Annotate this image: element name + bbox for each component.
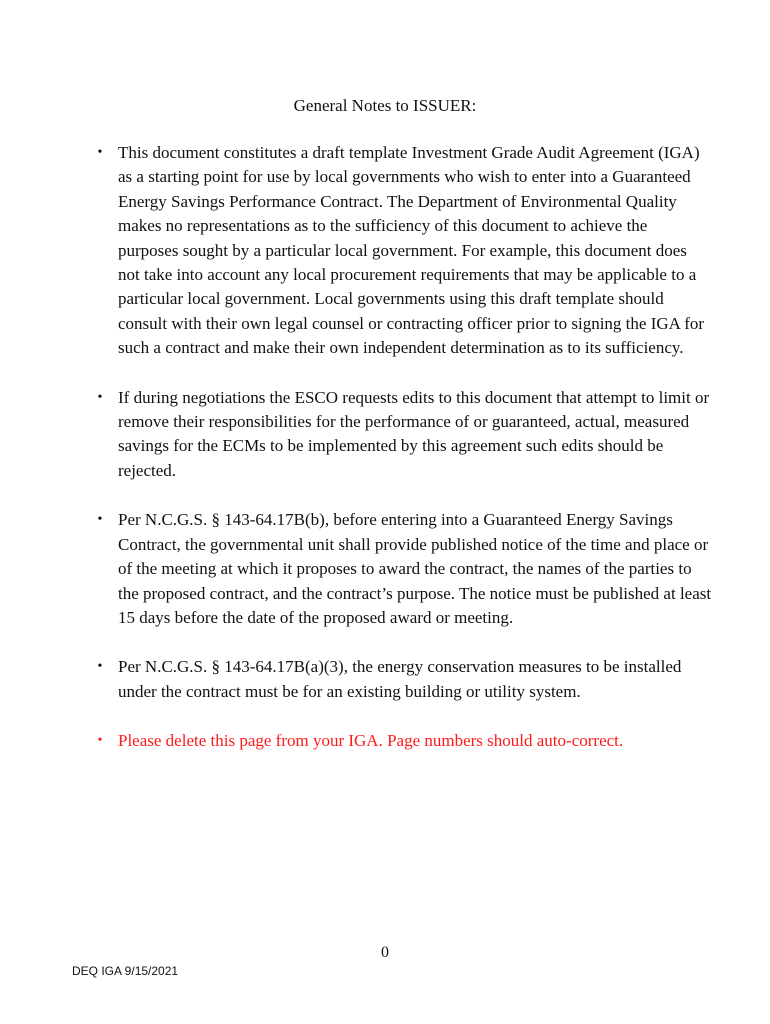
note-text: This document constitutes a draft template Investment Grade Audit Agreement (IGA) as a starting point for use by local governments who wish to enter into a Guaranteed Energy Savings Performance Contract. The Department of Environmental Quality makes no representations as to the sufficiency of this document to achieve the purposes sought by a particular local government. For example, this document does not take into account any local procurement requirements that may be applicable to a particular local government. Local governments using this draft template should consult with their own legal counsel or contracting officer prior to signing the IGA for such a contract and make their own independent determination as to its sufficiency. [118,143,705,358]
bullet-icon: • [97,389,103,405]
note-text: Per N.C.G.S. § 143-64.17B(b), before entering into a Guaranteed Energy Savings Contract, the governmental unit shall provide published notice of the time and place or of the meeting at which it proposes to award the contract, the names of the parties to the proposed contract, and the contract’s purpose. The notice must be published at least 15 days before the date of the proposed award or meeting. [118,510,712,627]
bullet-icon: • [97,512,103,528]
note-text: If during negotiations the ESCO requests edits to this document that attempt to limit or remove their responsibilities for the performance of or guaranteed, actual, measured savings for the ECMs to be implemented by this agreement such edits should be rejected. [118,387,710,480]
notes-list [92,141,712,779]
note-item [92,386,712,484]
document-title: General Notes to ISSUER: [293,96,477,115]
page-number: 0 [381,944,389,961]
note-item [92,508,712,630]
note-text: Per N.C.G.S. § 143-64.17B(a)(3), the energy conservation measures to be installed under the contract must be for an existing building or utility system. [118,657,682,701]
note-text: Please delete this page from your IGA. Page numbers should auto-correct. [118,731,624,751]
bullet-icon: • [97,733,103,749]
note-item [92,141,712,361]
note-item [92,655,712,704]
footer-label: DEQ IGA 9/15/2021 [72,964,179,978]
bullet-icon: • [97,659,103,675]
bullet-icon: • [97,145,103,160]
delete-page-note [92,729,712,753]
